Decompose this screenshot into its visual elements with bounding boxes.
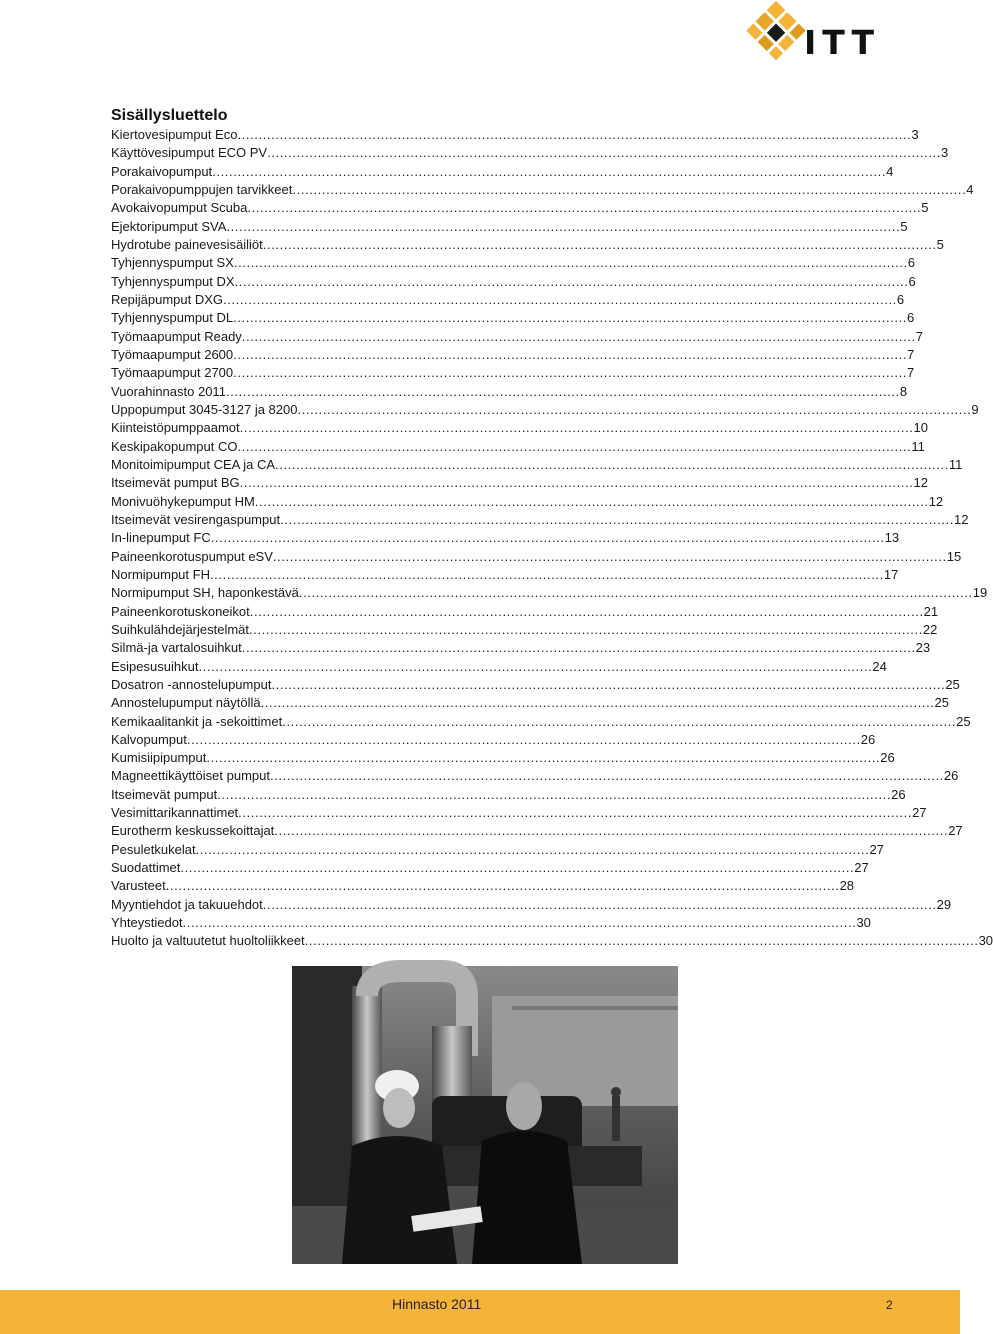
toc-entry-label: Ejektoripumput SVA xyxy=(111,218,227,234)
toc-entry-page: 25 xyxy=(934,695,949,711)
toc-entry-label: Varusteet xyxy=(111,878,166,894)
toc-entry-page: 21 xyxy=(923,603,939,619)
toc-entry-page: 30 xyxy=(978,933,993,949)
toc-entry[interactable] xyxy=(111,932,993,950)
toc-leader-dots: ................................................................................................................................................................ xyxy=(269,768,944,784)
toc-entry-page: 26 xyxy=(880,750,895,766)
toc-leader-dots: ................................................................................................................................................................ xyxy=(165,878,840,894)
toc-entry-label: Monivuöhykepumput HM xyxy=(111,493,255,509)
toc-entry[interactable] xyxy=(111,126,919,144)
toc-entry-label: Käyttövesipumput ECO PV xyxy=(111,145,268,161)
toc-entry-label: Tyhjennyspumput DX xyxy=(111,273,235,289)
toc-entry-label: Kalvopumput xyxy=(111,731,187,747)
toc-entry-page: 27 xyxy=(912,805,927,821)
toc-entry-page: 12 xyxy=(928,493,944,509)
toc-entry-page: 5 xyxy=(921,200,929,216)
toc-entry[interactable] xyxy=(111,163,894,181)
toc-leader-dots: ................................................................................................................................................................ xyxy=(233,255,908,271)
toc-entry[interactable] xyxy=(111,548,962,566)
toc-entry-label: Itseimevät pumput BG xyxy=(111,475,240,491)
toc-entry-page: 6 xyxy=(908,273,916,289)
toc-entry[interactable] xyxy=(111,914,871,932)
toc-entry-page: 17 xyxy=(883,566,899,582)
toc-leader-dots: ................................................................................................................................................................ xyxy=(280,511,954,527)
toc-entry[interactable] xyxy=(111,291,905,309)
toc-entry-label: Dosatron -annostelupumput xyxy=(111,676,272,692)
toc-entry[interactable] xyxy=(111,401,979,419)
toc-leader-dots: ................................................................................................................................................................ xyxy=(262,896,937,912)
toc-entry[interactable] xyxy=(111,639,931,657)
toc-entry-label: Kumisiipipumput xyxy=(111,750,207,766)
toc-leader-dots: ................................................................................................................................................................ xyxy=(272,548,947,564)
toc-entry-page: 10 xyxy=(913,420,928,436)
toc-entry[interactable] xyxy=(111,658,887,676)
toc-entry-page: 11 xyxy=(911,438,925,454)
toc-entry-page: 26 xyxy=(891,786,906,802)
toc-entry-page: 4 xyxy=(966,181,974,197)
toc-entry[interactable] xyxy=(111,841,884,859)
toc-leader-dots: ................................................................................................................................................................ xyxy=(275,456,949,472)
toc-entry-label: Tyhjennyspumput SX xyxy=(111,255,234,271)
toc-leader-dots: ................................................................................................................................................................ xyxy=(241,328,916,344)
toc-leader-dots: ................................................................................................................................................................ xyxy=(297,401,972,417)
toc-entry[interactable] xyxy=(111,786,906,804)
toc-entry-page: 27 xyxy=(854,860,869,876)
toc-entry-label: Vuorahinnasto 2011 xyxy=(111,383,226,399)
toc-entry[interactable] xyxy=(111,474,928,492)
toc-entry[interactable] xyxy=(111,584,988,602)
toc-leader-dots: ................................................................................................................................................................ xyxy=(182,915,857,931)
footer-bar xyxy=(0,1290,960,1334)
toc-entry-label: Kemikaalitankit ja -sekoittimet xyxy=(111,713,283,729)
toc-leader-dots: ................................................................................................................................................................ xyxy=(206,750,881,766)
toc-entry-label: Myyntiehdot ja takuuehdot xyxy=(111,896,263,912)
toc-entry[interactable] xyxy=(111,694,949,712)
toc-leader-dots: ................................................................................................................................................................ xyxy=(254,493,929,509)
toc-entry-label: Kiertovesipumput Eco xyxy=(111,127,238,142)
toc-entry-label: Normipumput SH, haponkestävä xyxy=(111,585,299,601)
toc-entry-page: 28 xyxy=(839,878,855,894)
footer-title: Hinnasto 2011 xyxy=(392,1296,482,1312)
toc-entry-label: Silmä-ja vartalosuihkut xyxy=(111,640,242,656)
toc-entry-page: 7 xyxy=(907,365,915,381)
toc-leader-dots: ................................................................................................................................................................ xyxy=(267,145,941,161)
toc-entry-page: 27 xyxy=(869,841,884,857)
toc-entry-label: Työmaapumput 2600 xyxy=(111,346,234,362)
toc-leader-dots: ................................................................................................................................................................ xyxy=(304,933,979,949)
toc-entry-page: 5 xyxy=(900,218,908,234)
toc-leader-dots: ................................................................................................................................................................ xyxy=(298,585,973,601)
toc-leader-dots: ................................................................................................................................................................ xyxy=(225,383,900,399)
toc-entry-label: Itseimevät pumput xyxy=(111,786,218,802)
toc-leader-dots: ................................................................................................................................................................ xyxy=(234,273,909,289)
toc-entry-page: 12 xyxy=(953,511,969,527)
toc-leader-dots: ................................................................................................................................................................ xyxy=(271,676,946,692)
toc-entry-page: 11 xyxy=(948,456,963,472)
toc-entry-label: Porakaivopumput xyxy=(111,163,213,179)
brand-name: ITT xyxy=(804,23,881,62)
toc-entry-page: 24 xyxy=(872,658,887,674)
toc-leader-dots: ................................................................................................................................................................ xyxy=(210,530,885,546)
toc-entry-page: 7 xyxy=(907,346,915,362)
itt-diamond-logo-icon xyxy=(746,2,806,62)
toc-entry-page: 3 xyxy=(911,127,919,142)
toc-leader-dots: ................................................................................................................................................................ xyxy=(217,786,892,802)
toc-entry[interactable] xyxy=(111,767,959,785)
toc-entry-page: 26 xyxy=(860,731,876,747)
toc-leader-dots: ................................................................................................................................................................ xyxy=(282,713,957,729)
toc-entry[interactable] xyxy=(111,822,963,840)
toc-entry-page: 30 xyxy=(856,915,871,931)
toc-entry[interactable] xyxy=(111,676,960,694)
toc-entry[interactable] xyxy=(111,309,915,327)
toc-leader-dots: ................................................................................................................................................................ xyxy=(241,640,916,656)
toc-entry-page: 27 xyxy=(948,823,963,839)
toc-entry-page: 4 xyxy=(886,163,894,179)
toc-entry-label: Hydrotube painevesisäiliöt xyxy=(111,236,263,252)
toc-title: Sisällysluettelo xyxy=(111,107,228,124)
toc-leader-dots: ................................................................................................................................................................ xyxy=(249,603,924,619)
toc-leader-dots: ................................................................................................................................................................ xyxy=(292,181,967,197)
toc-entry[interactable] xyxy=(111,419,928,437)
toc-leader-dots: ................................................................................................................................................................ xyxy=(239,475,914,491)
toc-entry-page: 3 xyxy=(940,145,949,161)
toc-leader-dots: ................................................................................................................................................................ xyxy=(233,346,908,362)
toc-entry-label: Vesimittarikannattimet xyxy=(111,805,239,821)
toc-leader-dots: ................................................................................................................................................................ xyxy=(239,420,914,436)
toc-entry-label: Monitoimipumput CEA ja CA xyxy=(111,456,276,472)
toc-entry-label: Työmaapumput 2700 xyxy=(111,365,234,381)
toc-entry-label: Normipumput FH xyxy=(111,566,210,582)
toc-entry-label: Avokaivopumput Scuba xyxy=(111,200,248,216)
toc-entry[interactable] xyxy=(111,511,969,529)
toc-entry-page: 8 xyxy=(899,383,908,399)
toc-leader-dots: ................................................................................................................................................................ xyxy=(212,163,887,179)
toc-leader-dots: ................................................................................................................................................................ xyxy=(195,841,870,857)
toc-entry-page: 7 xyxy=(915,328,923,344)
toc-entry-label: Työmaapumput Ready xyxy=(111,328,242,344)
toc-entry[interactable] xyxy=(111,804,927,822)
toc-entry-label: Annostelupumput näytöllä xyxy=(111,695,261,711)
toc-leader-dots: ................................................................................................................................................................ xyxy=(238,805,913,821)
toc-entry-page: 12 xyxy=(913,475,928,491)
toc-entry[interactable] xyxy=(111,181,974,199)
toc-entry[interactable] xyxy=(111,456,963,474)
toc-entry[interactable] xyxy=(111,877,855,895)
toc-entry-label: Itseimevät vesirengaspumput xyxy=(111,511,281,527)
toc-entry-label: In-linepumput FC xyxy=(111,530,211,546)
toc-entry[interactable] xyxy=(111,144,949,162)
toc-entry-page: 25 xyxy=(945,676,960,692)
toc-entry[interactable] xyxy=(111,529,900,547)
toc-entry-page: 26 xyxy=(943,768,959,784)
toc-entry[interactable] xyxy=(111,749,895,767)
toc-leader-dots: ................................................................................................................................................................ xyxy=(260,695,935,711)
toc-leader-dots: ................................................................................................................................................................ xyxy=(223,291,897,307)
toc-entry[interactable] xyxy=(111,236,944,254)
toc-entry[interactable] xyxy=(111,364,915,382)
toc-entry-page: 22 xyxy=(922,621,938,637)
toc-entry[interactable] xyxy=(111,346,915,364)
toc-entry-label: Repijäpumput DXG xyxy=(111,291,223,307)
toc-leader-dots: ................................................................................................................................................................ xyxy=(198,658,873,674)
toc-leader-dots: ................................................................................................................................................................ xyxy=(186,731,861,747)
toc-leader-dots: ................................................................................................................................................................ xyxy=(209,566,884,582)
toc-entry[interactable] xyxy=(111,438,925,456)
toc-leader-dots: ................................................................................................................................................................ xyxy=(233,365,908,381)
toc-entry-label: Uppopumput 3045-3127 ja 8200 xyxy=(111,401,298,417)
toc-entry-label: Keskipakopumput CO xyxy=(111,438,238,454)
itt-logo xyxy=(746,2,881,64)
toc-entry-page: 23 xyxy=(915,640,931,656)
toc-entry-label: Esipesusuihkut xyxy=(111,658,199,674)
toc-entry-label: Kiinteistöpumppaamot xyxy=(111,420,240,436)
toc-entry[interactable] xyxy=(111,254,915,272)
toc-entry-label: Yhteystiedot xyxy=(111,915,183,931)
toc-entry-page: 19 xyxy=(972,585,988,601)
toc-leader-dots: ................................................................................................................................................................ xyxy=(180,860,855,876)
page-number: 2 xyxy=(886,1298,893,1312)
toc-entry[interactable] xyxy=(111,713,971,731)
toc-entry-label: Huolto ja valtuutetut huoltoliikkeet xyxy=(111,933,305,949)
toc-leader-dots: ................................................................................................................................................................ xyxy=(226,218,901,234)
toc-list xyxy=(111,126,993,951)
toc-entry[interactable] xyxy=(111,218,908,236)
toc-leader-dots: ................................................................................................................................................................ xyxy=(237,127,912,142)
toc-entry[interactable] xyxy=(111,383,908,401)
toc-entry[interactable] xyxy=(111,859,869,877)
toc-entry-label: Suodattimet xyxy=(111,860,181,876)
toc-entry[interactable] xyxy=(111,896,952,914)
toc-entry[interactable] xyxy=(111,199,929,217)
toc-leader-dots: ................................................................................................................................................................ xyxy=(262,236,937,252)
toc-entry-page: 5 xyxy=(936,236,944,252)
industrial-workers-photo xyxy=(292,966,678,1264)
toc-entry-label: Paineenkorotuskoneikot xyxy=(111,603,250,619)
toc-entry-page: 9 xyxy=(971,401,979,417)
toc-entry-label: Magneettikäyttöiset pumput xyxy=(111,768,270,784)
toc-entry-page: 13 xyxy=(884,530,900,546)
toc-entry[interactable] xyxy=(111,328,923,346)
toc-entry-page: 25 xyxy=(956,713,971,729)
toc-entry-label: Eurotherm keskussekoittajat xyxy=(111,823,275,839)
toc-leader-dots: ................................................................................................................................................................ xyxy=(274,823,949,839)
toc-leader-dots: ................................................................................................................................................................ xyxy=(233,310,908,326)
toc-leader-dots: ................................................................................................................................................................ xyxy=(237,438,912,454)
toc-entry-label: Suihkulähdejärjestelmät xyxy=(111,621,250,637)
toc-leader-dots: ................................................................................................................................................................ xyxy=(247,200,922,216)
toc-entry-label: Tyhjennyspumput DL xyxy=(111,310,234,326)
toc-entry-label: Pesuletkukelat xyxy=(111,841,196,857)
toc-entry[interactable] xyxy=(111,273,916,291)
toc-leader-dots: ................................................................................................................................................................ xyxy=(249,621,923,637)
toc-entry-label: Paineenkorotuspumput eSV xyxy=(111,548,273,564)
toc-entry[interactable] xyxy=(111,603,939,621)
toc-entry-page: 6 xyxy=(907,255,915,271)
toc-entry[interactable] xyxy=(111,621,938,639)
toc-entry-page: 6 xyxy=(896,291,905,307)
toc-entry[interactable] xyxy=(111,493,944,511)
toc-entry[interactable] xyxy=(111,566,899,584)
toc-entry-label: Porakaivopumppujen tarvikkeet xyxy=(111,181,293,197)
toc-entry[interactable] xyxy=(111,731,876,749)
toc-entry-page: 15 xyxy=(946,548,962,564)
toc-entry-page: 29 xyxy=(936,896,952,912)
toc-entry-page: 6 xyxy=(907,310,915,326)
